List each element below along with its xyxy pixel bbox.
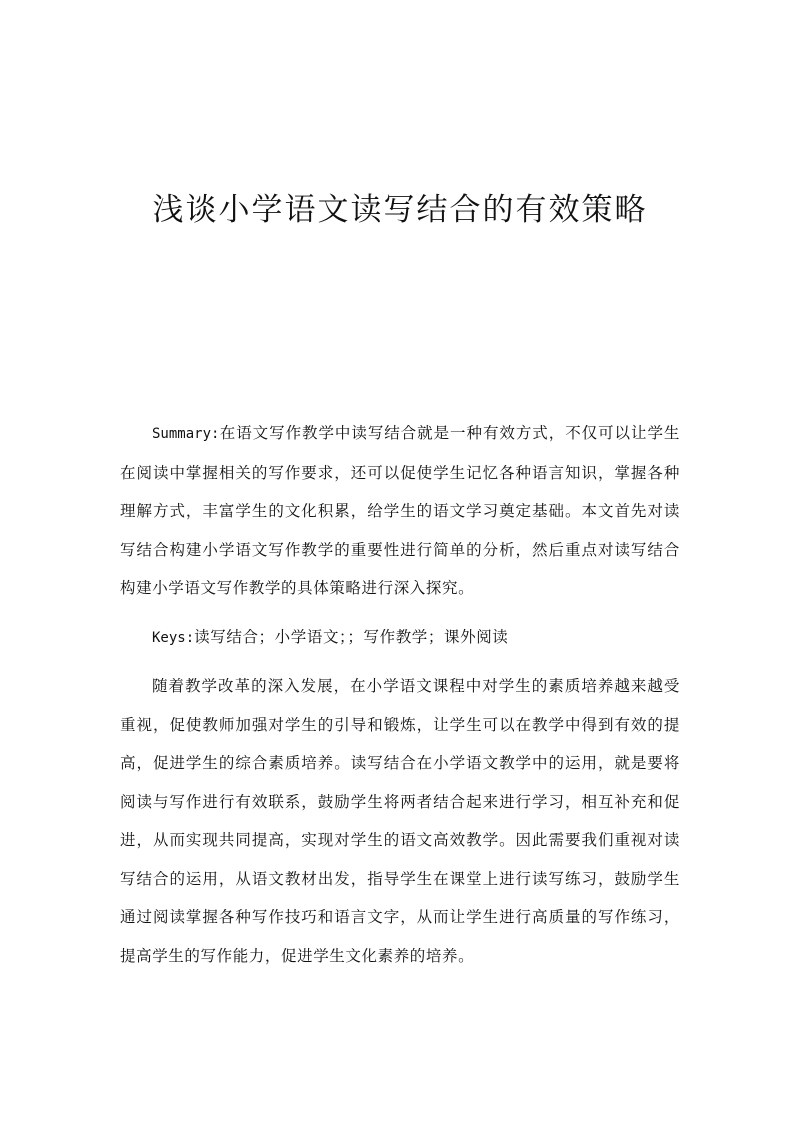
keywords-text: 读写结合；小学语文；；写作教学；课外阅读 <box>194 627 509 646</box>
summary-text: 在语文写作教学中读写结合就是一种有效方式，不仅可以让学生在阅读中掌握相关的写作要求，还可以促使学生记忆各种语言知识，掌握各种理解方式，丰富学生的文化积累，给学生的语文学习奠定基础。本文首先对读写结合构建小学语文写作教学的重要性进行简单的分析，然后重点对读写结合构建小学语文写作教学的具体策略进行深入探究。 <box>120 424 680 597</box>
body-paragraph: 随着教学改革的深入发展，在小学语文课程中对学生的素质培养越来越受重视，促使教师加强对学生的引导和锻炼，让学生可以在教学中得到有效的提高，促进学生的综合素质培养。读写结合在小学语文教学中的运用，就是要将阅读与写作进行有效联系，鼓励学生将两者结合起来进行学习，相互补充和促进，从而实现共同提高，实现对学生的语文高效教学。因此需要我们重视对读写结合的运用，从语文教材出发，指导学生在课堂上进行读写练习，鼓励学生通过阅读掌握各种写作技巧和语言文字，从而让学生进行高质量的写作练习，提高学生的写作能力，促进学生文化素养的培养。 <box>120 677 680 965</box>
keywords-paragraph <box>120 618 680 658</box>
summary-label: Summary: <box>152 426 220 442</box>
summary-paragraph <box>120 414 680 608</box>
document-title: 浅谈小学语文读写结合的有效策略 <box>152 192 648 228</box>
document-body <box>120 414 680 985</box>
keywords-label: Keys: <box>152 629 195 646</box>
